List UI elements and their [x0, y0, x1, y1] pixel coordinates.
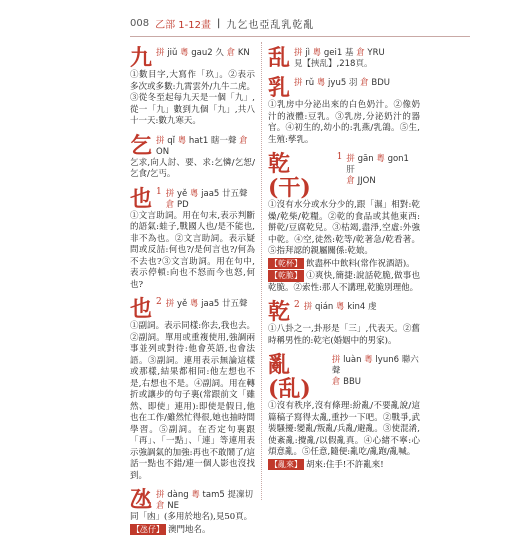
- pronunciation: 拼 dàng 粵 tam5 提凜切 倉 NE: [156, 490, 253, 511]
- definition: ①沒有水分或水分少的,跟「濕」相對:乾燥/乾柴/乾糧。②乾的食品或其他東西:餅乾/豆腐乾兒。③枯竭,盡淨,空虛:外強中乾。④空,徒然:乾等/乾著急/乾看著。⑤指拜認的親屬關係:乾娘。 【乾杯】 飲盡杯中飲料(常作祝酒語)。 【乾脆】 ①爽快,簡捷:說話乾脆,做事也乾脆。②索性:那人不講理,乾脆別理他。: [268, 200, 420, 293]
- definition: 乞求,向人討、要、求:乞憐/乞恕/乞食/乞丐。: [130, 157, 255, 179]
- header-chars: 九乞也亞乱乳乾亂: [226, 19, 315, 31]
- headword: 也: [130, 296, 153, 322]
- pronunciation: 拼 qián 粵 kin4 虔: [303, 302, 377, 312]
- entry-ye-1: 也 1 拼 yě 粵 jaa5 廿五聲 倉 PD ①文言助詞。用在句末,表示判斷的語氣:蛙子,戰國人也/是不能也,非不為也。②文言助詞。表示疑問或反詰:何也?/是何言也?/何為不去也?③文言助詞。用在句中,表示停頓:向也不怒而今也怒,何也?: [130, 185, 255, 290]
- entry-luan-2: [268, 353, 420, 471]
- page-header: [130, 14, 314, 32]
- pronunciation: 拼 yě 粵 jaa5 廿五聲: [165, 299, 248, 309]
- header-divider: |: [216, 17, 221, 29]
- page-number: 008: [130, 17, 150, 29]
- compound-label: 【氹仔】: [132, 524, 164, 534]
- definition: ①文言助詞。用在句末,表示判斷的語氣:蛙子,戰國人也/是不能也,非不為也。②文言助詞。表示疑問或反詰:何也?/是何言也?/何為不去也?③文言助詞。用在句中,表示停頓:向也不怒而今也怒,何也?: [130, 210, 255, 290]
- pronunciation: 拼 gān 粵 gon1 肝 倉 JJON: [346, 154, 409, 186]
- entry-dang: [130, 488, 255, 536]
- definition: ①副詞。表示同樣:你去,我也去。②副詞。單用或重複使用,強調兩事並列或對待:他會英語,也會法語。③副詞。連用表示無論這樣或那樣,結果都相同:他左想也不是,右想也不是。④副詞。用在轉折或讓步的句子裏(常跟前文「雖然、即使」連用):即使是假日,他也在工作/雖然忙得很,她也抽時間學習。⑤副詞。在否定句裏跟「再」、「一點」、「連」等連用表示強調氣的加強:再也不敢鬧了/這話一點也不錯/連一個人影也沒找到。: [130, 321, 255, 481]
- pronunciation: 拼 qǐ 粵 hat1 瞎一聲 倉 ON: [156, 135, 248, 157]
- pronunciation: 拼 luàn 粵 lyun6 聯六聲 倉 BBU: [331, 355, 419, 387]
- compound-label: 【乾脆】: [270, 271, 302, 280]
- pronunciation: 拼 jì 粵 gei1 基 倉 YRU 見【挾乱】,218頁。: [294, 48, 385, 69]
- entry-jiu: [130, 46, 255, 128]
- definition: ①乳房中分泌出來的白色奶汁。②像奶汁的液體:豆乳。③乳房,分泌奶汁的器官。④初生的,幼小的:乳燕/乳鴿。⑤生,生殖:孳乳。: [268, 100, 420, 145]
- headword: 乱: [268, 45, 291, 71]
- entry-qian: 乾 2 拼 qián 粵 kin4 虔 ①八卦之一,卦形是「三」,代表天。②舊時稱男性的:乾宅(婚姻中的男家)。: [268, 299, 420, 346]
- headword: 九: [130, 45, 153, 71]
- left-column: [130, 46, 255, 542]
- entry-gan: 乾(干) 1 拼 gān 粵 gon1 肝 倉 JJON ①沒有水分或水分少的,跟「濕」相對:乾燥/乾柴/乾糧。②乾的食品或其他東西:餅乾/豆腐乾兒。③枯竭,盡淨,空虛:外強中乾。④空,徒然:乾等/乾著急/乾看著。⑤指拜認的親屬關係:乾娘。 【乾杯】 飲盡杯中飲料(常作祝酒語)。 【乾脆】 ①爽快,簡捷:說話乾脆,做事也乾脆。②索性:那人不講理,乾脆別理他。: [268, 151, 420, 293]
- entry-qi: [130, 134, 255, 181]
- definition: ①八卦之一,卦形是「三」,代表天。②舊時稱男性的:乾宅(婚姻中的男家)。: [268, 324, 420, 346]
- definition: ①數目字,大寫作「玖」。②表示多次或多數:九霄雲外/九牛二虎。③從冬至起每九天是一個「九」,從一「九」數到九個「九」,共八十一天:數九寒天。: [130, 70, 255, 126]
- headword: 乾: [268, 299, 291, 325]
- section-label: 乙部 1-12畫: [155, 19, 211, 31]
- definition: ①沒有秩序,沒有條理:紛亂/不要亂說/這篇稿子寫得太亂,重抄一下吧。②戰爭,武裝騷擾:變亂/叛亂/兵亂/避亂。③使混淆,使紊亂:攪亂/以假亂真。④心緒不寧:心煩意亂。⑤任意,隨便:亂吃/亂跑/亂喊。 【亂來】 胡來:住手!不許亂來!: [268, 401, 420, 470]
- right-column: [268, 46, 420, 477]
- headword: 氹: [130, 487, 153, 513]
- pronunciation: 拼 yě 粵 jaa5 廿五聲 倉 PD: [165, 188, 248, 210]
- headword: 亂(乱): [268, 352, 311, 402]
- definition: 同「凼」(多用於地名),見50頁。 【氹仔】 澳門地名。: [130, 512, 253, 535]
- pronunciation: 拼 rǔ 粵 jyu5 羽 倉 BDU: [294, 78, 390, 88]
- header-rule: [130, 36, 470, 37]
- headword: 乳: [268, 75, 291, 101]
- compound-label: 【乾杯】: [270, 258, 302, 268]
- headword: 也: [130, 185, 153, 212]
- column-divider: [261, 42, 262, 500]
- entry-luan: [268, 46, 420, 70]
- entry-ru: [268, 76, 420, 146]
- headword: 乾(干): [268, 151, 311, 201]
- compound-label: 【亂來】: [270, 459, 302, 469]
- entry-ye-2: 也 2 拼 yě 粵 jaa5 廿五聲 ①副詞。表示同樣:你去,我也去。②副詞。單用或重複使用,強調兩事並列或對待:他會英語,也會法語。③副詞。連用表示無論這樣或那樣,結果都相同:他左想也不是,右想也不是。④副詞。用在轉折或讓步的句子裏(常跟前文「雖然、即使」連用):即使是假日,他也在工作/雖然忙得很,她也抽時間學習。⑤副詞。在否定句裏跟「再」、「一點」、「連」等連用表示強調氣的加強:再也不敢鬧了/這話一點也不錯/連一個人影也沒找到。: [130, 296, 255, 481]
- headword: 乞: [130, 132, 153, 159]
- pronunciation: 拼 jiǔ 粵 gau2 久 倉 KN: [156, 48, 250, 58]
